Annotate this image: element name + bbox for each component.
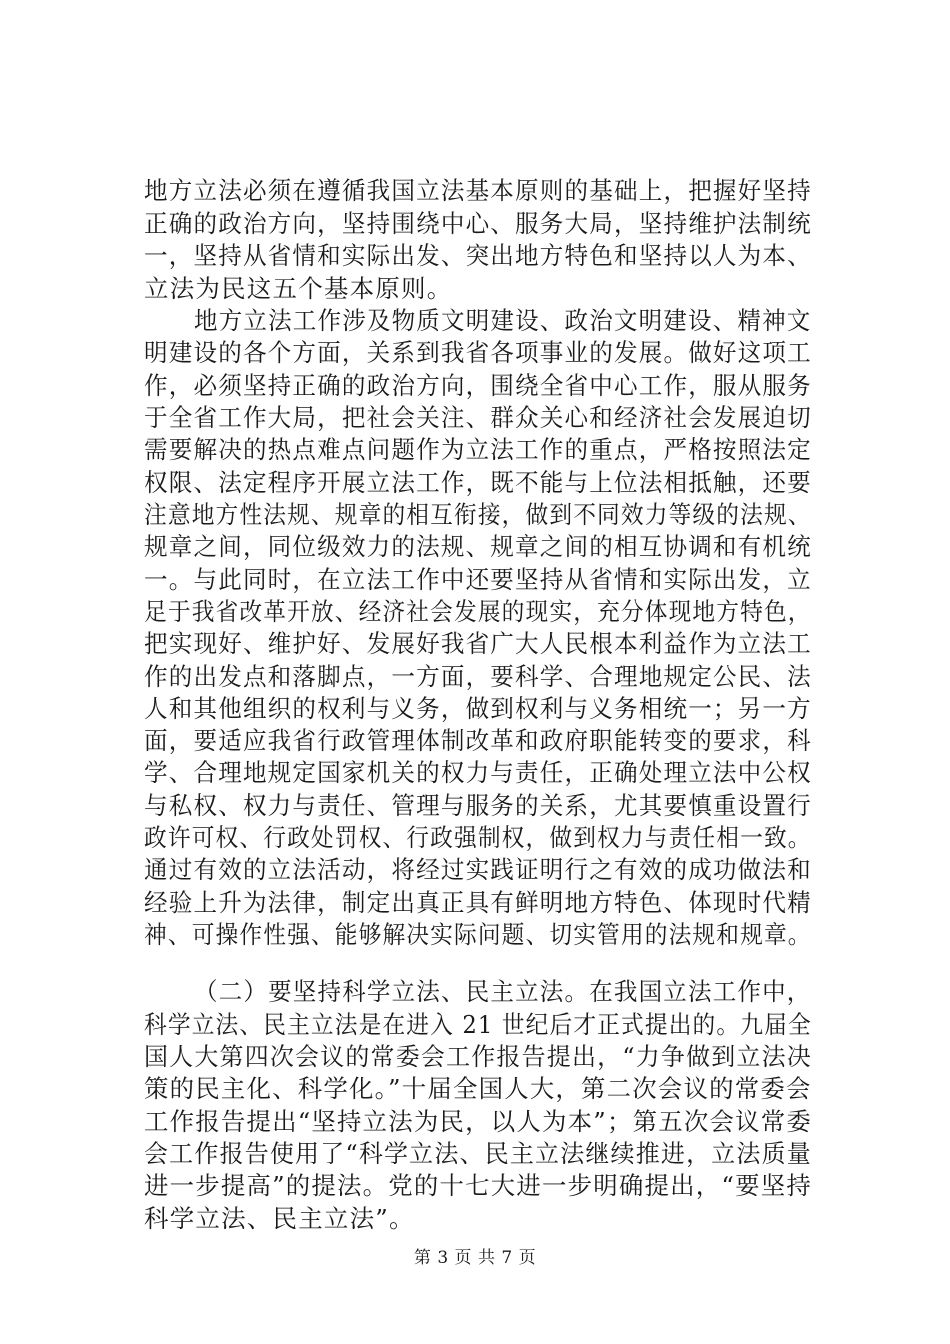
- paragraph-2-line-4: 于全省工作大局，把社会关注、群众关心和经济社会发展迫切: [144, 403, 812, 432]
- paragraph-2-line-16: 与私权、权力与责任、管理与服务的关系，尤其要慎重设置行: [144, 791, 812, 820]
- paragraph-1-line-1: 地方立法必须在遵循我国立法基本原则的基础上，把握好坚持: [144, 176, 812, 205]
- paragraph-2-line-14: 面，要适应我省行政管理体制改革和政府职能转变的要求，科: [144, 726, 812, 755]
- paragraph-2-line-1: 地方立法工作涉及物质文明建设、政治文明建设、精神文: [194, 306, 812, 335]
- paragraph-3-line-3: 国人大第四次会议的常委会工作报告提出，“力争做到立法决: [144, 1042, 812, 1071]
- paragraph-2-line-20: 神、可操作性强、能够解决实际问题、切实管用的法规和规章。: [144, 920, 812, 949]
- paragraph-3-line-2: 科学立法、民主立法是在进入 21 世纪后才正式提出的。九届全: [144, 1010, 812, 1039]
- paragraph-2-line-8: 规章之间，同位级效力的法规、规章之间的相互协调和有机统: [144, 532, 812, 561]
- paragraph-2-line-11: 把实现好、维护好、发展好我省广大人民根本利益作为立法工: [144, 629, 812, 658]
- paragraph-2-line-9: 一。与此同时，在立法工作中还要坚持从省情和实际出发，立: [144, 565, 812, 594]
- paragraph-2-line-13: 人和其他组织的权利与义务，做到权利与义务相统一；另一方: [144, 694, 812, 723]
- paragraph-3-line-1: （二）要坚持科学立法、民主立法。在我国立法工作中，: [194, 977, 812, 1006]
- paragraph-3-line-7: 进一步提高”的提法。党的十七大进一步明确提出，“要坚持: [144, 1171, 812, 1200]
- paragraph-3-line-6: 会工作报告使用了“科学立法、民主立法继续推进，立法质量: [144, 1139, 812, 1168]
- paragraph-2-line-17: 政许可权、行政处罚权、行政强制权，做到权力与责任相一致。: [144, 823, 812, 852]
- paragraph-2-line-19: 经验上升为法律，制定出真正具有鲜明地方特色、体现时代精: [144, 888, 812, 917]
- paragraph-1-line-4: 立法为民这五个基本原则。: [144, 274, 453, 303]
- paragraph-2-line-12: 作的出发点和落脚点，一方面，要科学、合理地规定公民、法: [144, 662, 812, 691]
- paragraph-2-line-10: 足于我省改革开放、经济社会发展的现实，充分体现地方特色，: [144, 597, 812, 626]
- paragraph-3-line-8: 科学立法、民主立法”。: [144, 1204, 415, 1233]
- page-number-footer: 第 3 页 共 7 页: [413, 1248, 537, 1268]
- paragraph-1-line-2: 正确的政治方向，坚持围绕中心、服务大局，坚持维护法制统: [144, 209, 812, 238]
- paragraph-2-line-2: 明建设的各个方面，关系到我省各项事业的发展。做好这项工: [144, 338, 812, 367]
- paragraph-2-line-6: 权限、法定程序开展立法工作，既不能与上位法相抵触，还要: [144, 468, 812, 497]
- paragraph-2-line-3: 作，必须坚持正确的政治方向，围绕全省中心工作，服从服务: [144, 371, 812, 400]
- paragraph-2-line-7: 注意地方性法规、规章的相互衔接，做到不同效力等级的法规、: [144, 500, 812, 529]
- paragraph-3-line-5: 工作报告提出“坚持立法为民，以人为本”；第五次会议常委: [144, 1107, 812, 1136]
- paragraph-3-line-4: 策的民主化、科学化。”十届全国人大，第二次会议的常委会: [144, 1074, 812, 1103]
- paragraph-1-line-3: 一，坚持从省情和实际出发、突出地方特色和坚持以人为本、: [144, 241, 812, 270]
- paragraph-2-line-5: 需要解决的热点难点问题作为立法工作的重点，严格按照法定: [144, 435, 812, 464]
- paragraph-2-line-18: 通过有效的立法活动，将经过实践证明行之有效的成功做法和: [144, 855, 812, 884]
- paragraph-2-line-15: 学、合理地规定国家机关的权力与责任，正确处理立法中公权: [144, 758, 812, 787]
